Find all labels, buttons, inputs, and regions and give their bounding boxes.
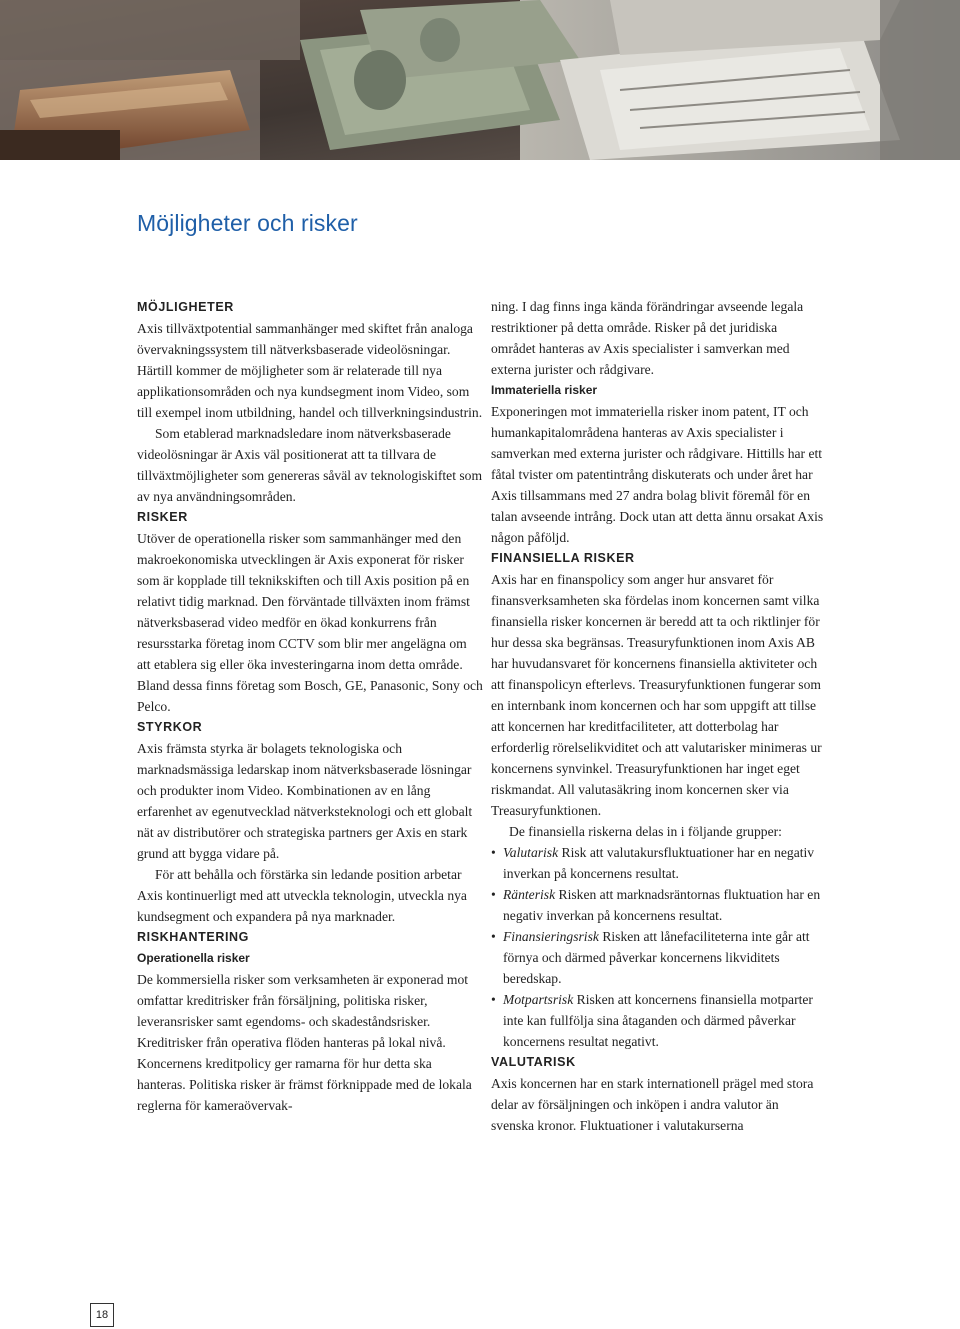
paragraph: Som etablerad marknadsledare inom nätverksbaserade videolösningar är Axis väl positionerat att ta tillvara de tillväxtmöjligheter som genereras såväl av teknologiskiftet som av nya användningsområden. <box>137 426 483 504</box>
list-item <box>491 926 825 989</box>
paragraph: Axis koncernen har en stark internationell prägel med stora delar av försäljningen och inköpen i andra valutor än svenska kronor. Fluktuationer i valutakurserna <box>491 1076 814 1133</box>
paragraph: De finansiella riskerna delas in i följande grupper: <box>509 824 782 839</box>
heading-riskhantering: RISKHANTERING <box>137 930 249 944</box>
heading-finansiella-risker: FINANSIELLA RISKER <box>491 551 635 565</box>
risk-term: Valutarisk <box>503 845 559 860</box>
paragraph: ning. I dag finns inga kända förändringar avseende legala restriktioner på detta område. Risker på det juridiska området hanteras av Axis specialister i samverkan med externa jurister och rådgivare. <box>491 299 804 377</box>
money-photo-illustration <box>0 0 960 160</box>
header-photo <box>0 0 960 160</box>
risk-description: Risken att lånefaciliteterna inte går att förnya och därmed påverkar koncernens likviditets beredskap. <box>503 929 810 986</box>
heading-styrkor: STYRKOR <box>137 720 203 734</box>
heading-mojligheter: MÖJLIGHETER <box>137 300 234 314</box>
risk-term: Ränterisk <box>503 887 556 902</box>
risk-term: Finansieringsrisk <box>503 929 599 944</box>
paragraph: Axis har en finanspolicy som anger hur ansvaret för finansverksamheten ska fördelas inom koncernen samt vilka finansiella risker koncernen är beredd att ta och riktlinjer för hur dessa ska begränsas. Treasuryfunktionen inom Axis AB har huvudansvaret för koncernens finansiella aktiviteter och att finanspolicyn efterlevs. Treasuryfunktionen fungerar som en internbank inom koncernen och har som uppgift att tillse att koncernen har kreditfaciliteter, att dotterbolag har erforderlig rörelselikviditet och att valutarisker minimeras ur koncernens synvinkel. Treasuryfunktionen har inget eget riskmandat. All valutasäkring inom koncernen sker via Treasuryfunktionen. <box>491 572 822 818</box>
right-column <box>491 296 825 1136</box>
risk-description: Risk att valutakursfluktuationer har en negativ inverkan på koncernens resultat. <box>503 845 815 881</box>
risk-list <box>491 842 825 1052</box>
subheading-operationella-risker: Operationella risker <box>137 951 250 965</box>
subheading-immateriella-risker: Immateriella risker <box>491 383 598 397</box>
page-title: Möjligheter och risker <box>137 210 358 236</box>
list-item <box>491 989 825 1052</box>
left-column <box>137 297 483 1116</box>
risk-term: Motpartsrisk <box>503 992 574 1007</box>
paragraph: För att behålla och förstärka sin ledande position arbetar Axis kontinuerligt med att utveckla teknologin, utveckla nya kundsegment och expandera på nya marknader. <box>137 867 467 924</box>
list-item <box>491 842 825 884</box>
risk-description: Risken att koncernens finansiella motparter inte kan fullfölja sina åtaganden och därmed påverkar koncernens resultat negativt. <box>503 992 813 1049</box>
paragraph: Exponeringen mot immateriella risker inom patent, IT och humankapitalområdena hanteras av Axis specialister i samverkan med externa jurister och rådgivare. Hittills har ett fåtal tvister om patentintrång diskuterats och under året har Axis tillsammans med 27 andra bolag blivit föremål för en talan avseende intrång. Dock utan att detta ännu orsakat Axis någon påföljd. <box>491 404 824 545</box>
list-item <box>491 884 825 926</box>
heading-valutarisk: VALUTARISK <box>491 1055 576 1069</box>
heading-risker: RISKER <box>137 510 188 524</box>
page-number: 18 <box>90 1303 114 1327</box>
risk-description: Risken att marknadsräntornas fluktuation har en negativ inverkan på koncernens resultat. <box>503 887 821 923</box>
paragraph: De kommersiella risker som verksamheten är exponerad mot omfattar kreditrisker från försäljning, politiska risker, leveransrisker samt egendoms- och skadeståndsrisker. Kreditrisker från operativa flöden hanteras på lokal nivå. Koncernens kreditpolicy ger ramarna för hur detta ska hanteras. Politiska risker är främst förknippade med de lokala reglerna för kameraövervak- <box>137 972 472 1113</box>
paragraph: Axis främsta styrka är bolagets teknologiska och marknadsmässiga ledarskap inom nätverksbaserade lösningar och produkter inom Video. Kombinationen av en lång erfarenhet av egenutvecklad nätverksteknologi och ett globalt nät av distributörer och strategiska partners ger Axis en stark grund att bygga vidare på. <box>137 741 473 861</box>
paragraph: Utöver de operationella risker som sammanhänger med den makroekonomiska utvecklingen är Axis exponerat för risker som är kopplade till teknikskiften och till Axis position på en relativt tidig marknad. Den förväntade tillväxten inom främst nätverksbaserad video medför en ökad konkurrens från resursstarka företag inom CCTV som blir mer angelägna om att etablera sig eller öka investeringarna inom detta område. Bland dessa finns företag som Bosch, GE, Panasonic, Sony och Pelco. <box>137 531 483 714</box>
paragraph: Axis tillväxtpotential sammanhänger med skiftet från analoga övervakningssystem till nätverksbaserade videolösningar. Härtill kommer de möjligheter som är relaterade till nya applikationsområden och nya kundsegment inom Video, som till exempel inom utbildning, handel och tillverkningsindustrin. <box>137 321 483 420</box>
